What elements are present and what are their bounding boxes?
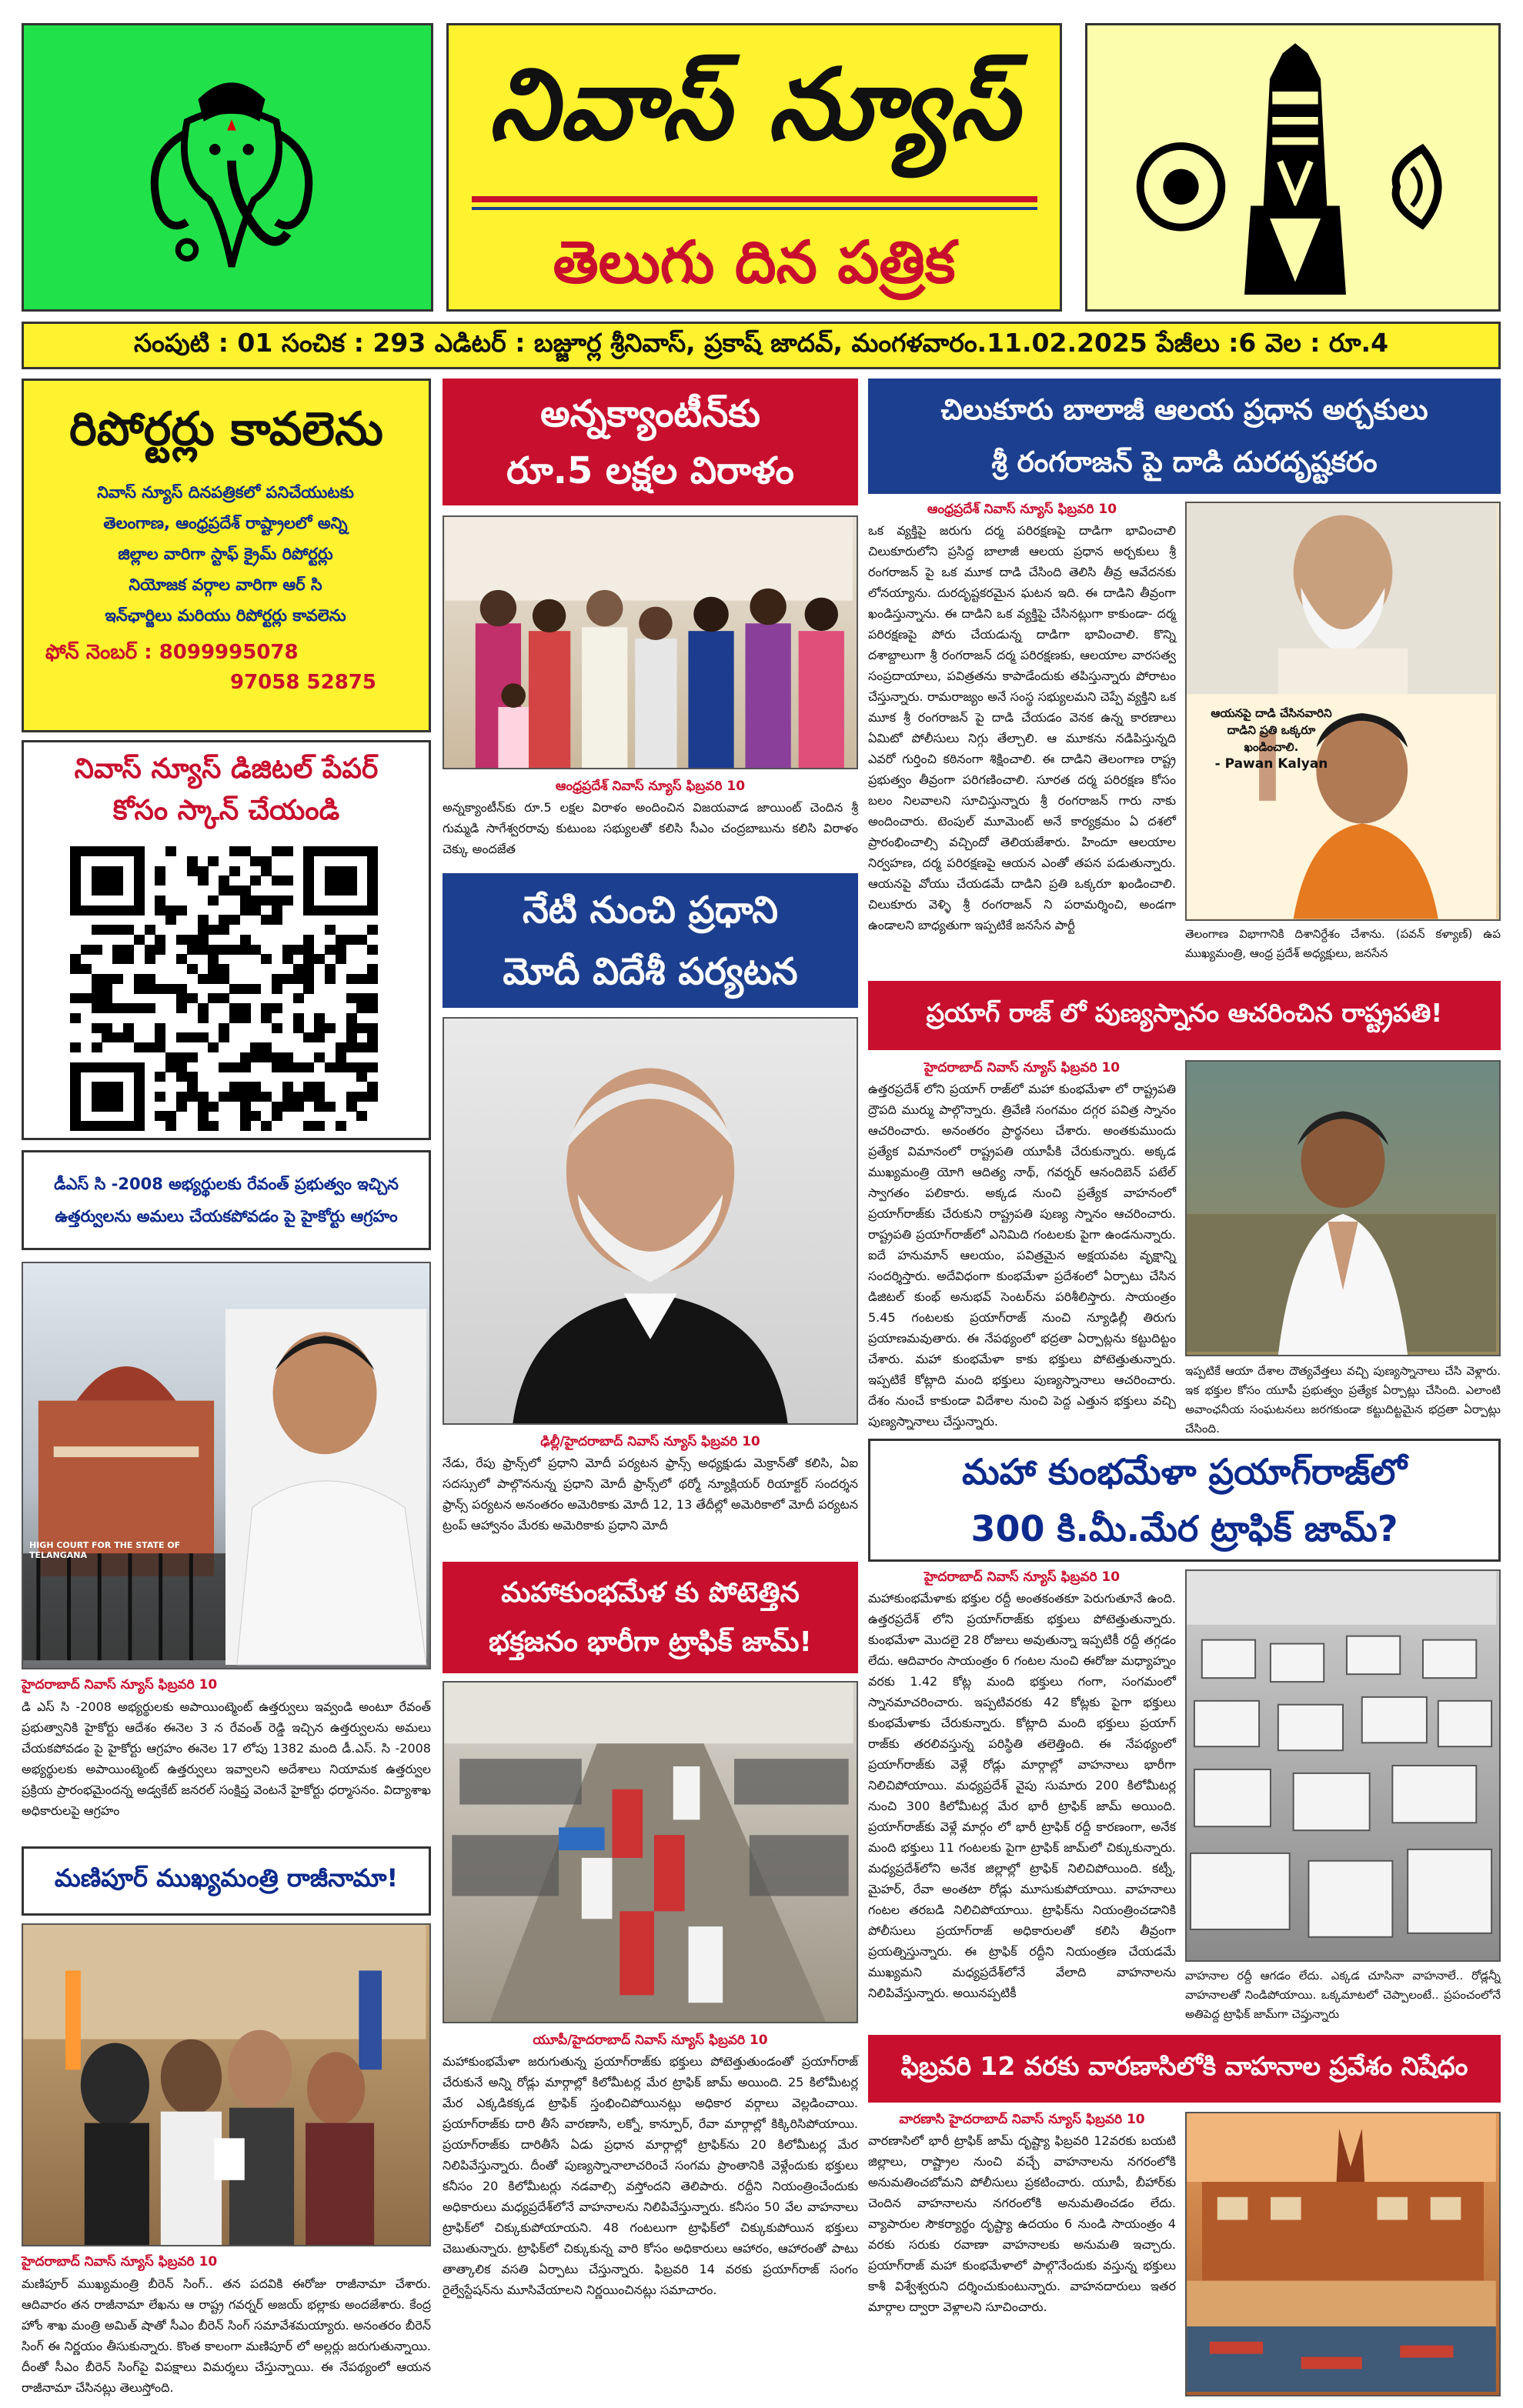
anna-canteen-headline: అన్నక్యాంటీన్‌కు రూ.5 లక్షల విరాళం — [443, 379, 858, 505]
manipur-byline: హైదరాబాద్ నివాస్ న్యూస్ ఫిబ్రవరి 10 — [22, 2254, 218, 2270]
reporters-ad-title: రిపోర్టర్లు కావలెను — [69, 402, 383, 456]
dsc-byline: హైదరాబాద్ నివాస్ న్యూస్ ఫిబ్రవరి 10 — [22, 1677, 218, 1693]
reporters-ad-line: జిల్లాల వారిగా స్టాఫ్ క్రైమ్ రిపోర్టర్లు — [118, 545, 333, 563]
varanasi-body: వారణాసిలో భారీ ట్రాఫిక్ జామ్ దృష్ట్యా ఫిబ్రవరి 12వరకు బయటి జిల్లాలు, రాష్ట్రాల నుంచి వచ్చే వాహనాలను నగరంలోకి అనుమతించబోమని పోలీసులు ప్రకటించారు. యూపీ, బీహార్‌కు చెందిన వాహనాలను నగరంలోకి అనుమతించడం లేదు. వ్యాపారుల సౌకర్యార్థం దృష్ట్యా ఉదయం 6 నుండి సాయంత్రం 4 వరకు సరుకు రవాణా వాహనాలకు అనుమతి ఇచ్చారు. ప్రయాగ్‌రాజ్ మహా కుంభమేళాలో పాల్గొనేందుకు వస్తున్న భక్తులు కాశీ విశ్వేశ్వరుని దర్శించుకుంటున్నారు. వాహనదారులు ఇతర మార్గాల ద్వారా వెళ్లాలని సూచించారు. — [868, 2133, 1176, 2314]
left-logo-box — [22, 23, 433, 312]
dsc-headline-line1: డీఎస్ సి -2008 అభ్యర్థులకు రేవంత్ ప్రభుత్వం ఇచ్చిన — [54, 1175, 399, 1193]
president-prayag-headline: ప్రయాగ్ రాజ్ లో పుణ్యస్నానం ఆచరించిన రాష్ట్రపతి! — [868, 981, 1501, 1050]
president-prayag-body: ఉత్తరప్రదేశ్ లోని ప్రయాగ్ రాజ్‌లో మహా కుంభమేళా లో రాష్ట్రపతి ద్రౌపది ముర్ము పాల్గొన్నారు. త్రివేణి సంగమం దగ్గర పవిత్ర స్నానం ఆచరించారు. అనంతరం ప్రార్థనలు చేశారు. అంతకుముందు ప్రత్యేక విమానంలో రాష్ట్రపతి యూపీకి చేరుకున్నారు. అక్కడ ముఖ్యమంత్రి యోగి ఆదిత్య నాథ్, గవర్నర్ ఆనందిబెన్ పటేల్ స్వాగతం పలికారు. అక్కడ నుంచి ప్రత్యేక వాహనంలో ప్రయాగ్‌రాజ్‌కు చేరుకుని రాష్ట్రపతి పుణ్య స్నానం ఆచరించారు. రాష్ట్రపతి ప్రయాగ్‌రాజ్‌లో ఎనిమిది గంటలకు పైగా ఉండనున్నారు. ఐదే హనుమాన్ ఆలయం, పవిత్రమైన అక్షయవట వృక్షాన్ని సందర్శిస్తారు. అదేవిధంగా కుంభమేళా ప్రదేశంలో ఏర్పాటు చేసిన డిజిటల్ కుంభ్ అనుభవ్ సెంటర్‌ను పరిశీలిస్తారు. సాయంత్రం 5.45 గంటలకు ప్రయాగ్‌రాజ్ నుంచి న్యూఢిల్లీ తిరుగు ప్రయాణమవుతారు. ఈ నేపథ్యంలో భద్రతా ఏర్పాట్లను కట్టుదిట్టం చేశారు. మహా కుంభమేళా కాకు భక్తులు పోటెత్తుతున్నారు. ఇప్పటికే కోట్లాది మంది భక్తులు పుణ్యస్నానాలు ఆచరించారు. దేశం నుంచే కాకుండా విదేశాల నుంచి పెద్ద ఎత్తున భక్తులు వచ్చి పుణ్యస్నానాలు చేస్తున్నారు. — [868, 1082, 1176, 1429]
high-court-sign: HIGH COURT FOR THE STATE OF TELANGANA — [29, 1540, 181, 1560]
president-photo — [1185, 1060, 1501, 1356]
masthead-red-rule — [472, 196, 1037, 202]
maha-traffic-headline: మహాకుంభమేళ కు పోటెత్తిన భక్తజనం భారీగా ట్రాఫిక్ జామ్! — [443, 1562, 858, 1673]
anna-canteen-byline: ఆంధ్రప్రదేశ్ నివాస్ న్యూస్ ఫిబ్రవరి 10 — [555, 779, 746, 794]
balaji-icon — [1126, 41, 1465, 295]
manipur-headline: మణిపూర్ ముఖ్యమంత్రి రాజీనామా! — [54, 1863, 399, 1893]
phone-number-2: 97058 52875 — [230, 671, 376, 694]
digital-paper-title: నివాస్ న్యూస్ డిజిటల్ పేపర్ కోసం స్కాన్ చేయండి — [74, 753, 379, 826]
modi-tour-headline: నేటి నుంచి ప్రధాని మోదీ విదేశీ పర్యటన — [443, 873, 858, 1008]
reporters-ad-line: నియోజక వర్గాల వారిగా ఆర్ సి — [129, 575, 322, 594]
chilkur-body-tail: తెలంగాణ విభాగానికి దిశానిర్దేశం చేశాను. (పవన్ కళ్యాణ్) ఉప ముఖ్యమంత్రి, ఆంధ్ర ప్రదేశ్ అధ్యక్షులు, జనసేన — [1185, 927, 1501, 960]
manipur-headline-box — [22, 1846, 431, 1916]
dsc-headline-line2: ఉత్తర్వులను అమలు చేయకపోవడం పై హైకోర్టు ఆగ్రహం — [55, 1207, 398, 1226]
reporters-ad-line: ఇన్‌ఛార్జిలు మరియు రిపోర్టర్లు కావలెను — [105, 606, 346, 625]
traffic-300-photo-caption: వాహనాల రద్దీ ఆగడం లేదు. ఎక్కడ చూసినా వాహనాలే.. రోడ్లన్నీ వాహనాలతో నిండిపోయాయి. ఒక్కమాటలో చెప్పాలంటే.. ప్రపంచంలోనే అతిపెద్ద ట్రాఫిక్ జామ్‌గా చెప్తున్నారు — [1185, 1969, 1501, 2021]
right-logo-box — [1085, 23, 1501, 312]
varanasi-headline: ఫిబ్రవరి 12 వరకు వారణాసిలోకి వాహనాల ప్రవేశం నిషేధం — [868, 2035, 1501, 2103]
masthead-title: నివాస్ న్యూస్ — [488, 48, 1020, 162]
masthead-blue-rule — [472, 207, 1037, 210]
manipur-photo — [22, 1923, 431, 2246]
chilkur-byline: ఆంధ్రప్రదేశ్ నివాస్ న్యూస్ ఫిబ్రవరి 10 — [927, 502, 1117, 517]
reporters-ad-line: తెలంగాణ, ఆంధ్రప్రదేశ్ రాష్ట్రాలలో అన్ని — [103, 514, 348, 532]
ganesha-icon — [120, 39, 343, 293]
traffic-300-body: మహాకుంభమేళాకు భక్తుల రద్దీ అంతకంతకూ పెరుగుతూనే ఉంది. ఉత్తరప్రదేశ్ లోని ప్రయాగ్‌రాజ్‌కు భక్తులు పోటెత్తుతున్నారు. కుంభమేళా మొదలై 28 రోజులు అవుతున్నా ఇప్పటికీ రద్దీ తగ్గడం లేదు. ఆదివారం సాయంత్రం 6 గంటల నుంచి ఈరోజు మధ్యాహ్నం వరకు 1.42 కోట్ల మంది భక్తులు గంగా, సంగమంలో స్నానమాచరించారు. ఇప్పటివరకు 42 కోట్లకు పైగా భక్తులు కుంభమేళాకు చేరుకున్నారు. కోట్లాది మంది భక్తులు ప్రయాగ్ రాజ్‌కు తరలివస్తున్న పరిస్థితి తలెత్తింది. ఈ నేపథ్యంలో ప్రయాగ్‌రాజ్‌కు వెళ్లే రోడ్లు మార్గాల్లో వాహనాలు భారీగా నిలిచిపోయాయి. మధ్యప్రదేశ్ వైపు సుమారు 200 కిలోమీటర్ల నుంచి 300 కిలోమీటర్ల మేర భారీ ట్రాఫిక్ జామ్ అయింది. ప్రయాగ్‌రాజ్‌కు వెళ్లే మార్గం లో భారీ ట్రాఫిక్ రద్దీ కారణంగా, అనేక మంది భక్తులు 11 గంటలకు పైగా ట్రాఫిక్ జామ్‌లో చిక్కుకున్నారు. మధ్యప్రదేశ్‌లోని అనేక జిల్లాల్లో ట్రాఫిక్ నిలిచిపోయింది. కట్నీ, మైహర్, రేవా అంతటా రోడ్లు మూసుకుపోయాయి. వాహనాలు గంటల తరబడి నిలిచిపోయాయి. ట్రాఫిక్‌ను నియంత్రించడానికి పోలీసులు ప్రయాగ్‌రాజ్ అధికారులతో కలిసి తీవ్రంగా ప్రయత్నిస్తున్నారు. ఈ ట్రాఫిక్ రద్దీని నియంత్రణ చేయడమే ముఖ్యమని మధ్యప్రదేశ్‌లోనే వేలాది వాహనాలను నిలిపివేస్తున్నారు. అయినప్పటికీ — [868, 1591, 1176, 2000]
dsc-body: డి ఎస్ సి -2008 అభ్యర్థులకు అపాయింట్మెంట్ ఉత్తర్వులు ఇవ్వండి అంటూ రేవంత్ ప్రభుత్వానికి హైకోర్టు ఆదేశం ఈనెల 3 న రేవంత్ రెడ్డి ఇచ్చిన ఉత్తర్వులను అమలు చేయకపోవడం పై హైకోర్టు ఆగ్రహం ఈనెల 17 లోపు 1382 మంది డీ.ఎస్. సి -2008 అభ్యర్థులకు అపాయింట్మెంట్ ఉత్తర్వులు ఇవ్వాలని అదేశాలు నియామక ఉత్తర్వుల ప్రక్రియ ప్రారంభమైందన్న అడ్వకేట్ జనరల్ సంక్షిప్త వెంటనే హైకోర్టు ధర్మాసనం. విద్యాశాఖ అధికారులపై ఆగ్రహం — [22, 1699, 431, 1818]
high-court-photo — [22, 1262, 431, 1669]
masthead-info-line — [22, 322, 1501, 369]
dsc-headline-box — [22, 1150, 431, 1250]
modi-tour-body: నేడు, రేపు ఫ్రాన్స్‌లో ప్రధాని మోదీ పర్యటన ఫ్రాన్స్ అధ్యక్షుడు మెక్రాన్‌తో కలిసి, ఏఐ సదస్సులో పాల్గొననున్న ప్రధాని మోదీ ఫ్రాన్స్‌లో థర్మో న్యూక్లియర్ రియాక్టర్ సందర్శన ఫ్రాన్స్ పర్యటన అనంతరం అమెరికాకు మోదీ 12, 13 తేదీల్లో అమెరికాలో మోదీ పర్యటన ట్రంప్ ఆహ్వానం మేరకు అమెరికాకు ప్రధాని మోదీ — [443, 1456, 858, 1533]
maha-traffic-body: మహాకుంభమేళా జరుగుతున్న ప్రయాగ్‌రాజ్‌కు భక్తులు పోటెత్తుతుండంతో ప్రయాగ్‌రాజ్ చేరుకునే అన్ని రోడ్లు మార్గాల్లో కిలోమీటర్ల మేర ట్రాఫిక్ జామ్ అయింది. 25 కిలోమీటర్ల మేర ఎక్కడికక్కడ ట్రాఫిక్ స్తంభించిపోయినట్లు అధికార వర్గాలు వెల్లడించాయి. ప్రయాగ్‌రాజ్‌కు దారి తీసే వారణాసి, లక్నో, కాన్పూర్, రేవా మార్గాల్లో కిక్కిరిసిపోయాయి. ప్రయాగ్‌రాజ్‌కు దారితీసే ఏడు ప్రధాన మార్గాల్లో ట్రాఫిక్‌ను 20 కిలోమీటర్ల మేర నిలిపివేస్తున్నారు. దీంతో పుణ్యస్నానాలాచరించే సంగమ ప్రాంతానికి వెళ్లేందుకు భక్తులు కనీసం 20 కిలోమీటర్లు నడవాల్సి వస్తోందని తెలిపారు. రద్దీని నియంత్రించేందుకు అధికారులు మధ్యప్రదేశ్‌లోనే వాహనాలను నిలిపివేస్తున్నారు. కనీసం 50 వేల వాహనాలు ట్రాఫిక్‌లో చిక్కుకుపోయాయని. 48 గంటలుగా ట్రాఫిక్‌లో చిక్కుకుపోయిన భక్తులు చెబుతున్నారు. ట్రాఫిక్‌లో చిక్కుకున్న వారి కోసం అధికారులు ఆహారం, ఆహారంతో పాటు తాత్కాలిక వసతి ఏర్పాటు చేస్తున్నారు. ఫిబ్రవరి 14 వరకు ప్రయాగ్‌రాజ్ సంగం రైల్వేస్టేషన్‌ను మూసివేయాలని నిర్ణయించినట్లు సమాచారం. — [443, 2054, 858, 2297]
varanasi-photo — [1185, 2112, 1501, 2396]
traffic-300-byline: హైదరాబాద్ నివాస్ న్యూస్ ఫిబ్రవరి 10 — [923, 1569, 1121, 1585]
issue-info-text: సంపుటి : 01 సంచిక : 293 ఎడిటర్ : బజ్జూర్ల శ్రీనివాస్, ప్రకాష్ జాదవ్, మంగళవారం.11.02.2025 పేజీలు :6 వెల : రూ.4 — [133, 327, 1389, 358]
anna-canteen-body: అన్నక్యాంటీన్‌కు రూ.5 లక్షల విరాళం అందించిన విజయవాడ జాయింట్ చెందిన శ్రీ గుమ్మడి సాగేశ్వరరావు కుటుంబ సభ్యులతో కలిసి సీఎం చంద్రబాబును కలిసి విరాళం చెక్కు అందజేత — [443, 800, 858, 856]
modi-photo — [443, 1017, 858, 1425]
anna-canteen-photo — [443, 515, 858, 769]
manipur-body: మణిపూర్ ముఖ్యమంత్రి బీరెన్ సింగ్.. తన పదవికి ఈరోజు రాజీనామా చేశారు. ఆదివారం తన రాజీనామా లేఖను ఆ రాష్ట్ర గవర్నర్ అజయ్ భల్లాకు అందజేశారు. కేంద్ర హోం శాఖ మంత్రి అమిత్ షాతో సీఎం బీరెన్ సింగ్ సమావేశమయ్యారు. అనంతరం బీరెన్ సింగ్ ఈ నిర్ణయం తీసుకున్నారు. కొంత కాలంగా మణిపూర్ లో అల్లర్లు జరుగుతున్నాయి. దీంతో సీఎం బీరెన్ సింగ్‌పై విపక్షాలు విమర్శలు చేస్తున్నాయి. ఈ నేపథ్యంలో ఆయన రాజీనామా చేసినట్లు తెలుస్తోంది. — [22, 2276, 431, 2395]
masthead-title-box — [446, 23, 1062, 312]
chilkur-body: ఒక వ్యక్తిపై జరుగు దర్మ పరిరక్షణపై దాడిగా భావించాలి చిలుకూరులోని ప్రసిద్ద బాలాజీ ఆలయ ప్రధాన అర్చకులు శ్రీ రంగరాజన్ పై ఒక మూక దాడి చేసింది తెలిసి తీవ్ర ఆవేదనకు లోనయ్యాను. దురదృష్టకరమైన ఘటన ఇది. ఈ దాడిని తీవ్రంగా ఖండిస్తున్నాను. ఈ దాడిని ఒక వ్యక్తిపై చేసినట్లుగా కాకుండా- దర్మ పరిరక్షణపై పోరు చేయడున్న దాడిగా భావించాలి. కొన్ని దశాబ్దాలుగా శ్రీ రంగరాజన్ దర్మ పరిరక్షణకు, ఆలయాల వారసత్వ సంప్రదాయాలు, పవిత్రతను కాపాడేందుకు తపిస్తున్నారు పోరాటం చేస్తున్నారు. రామరాజ్యం అనే సంస్థ సభ్యులమని చెప్పే వ్యక్తిని ఒక మూక శ్రీ రంగరాజన్ పై దాడి చేయడం వెనక ఉన్న కారణాలు ఏమిటో పోలీసులు నిగ్గు తేల్చాలి. ఆ మూకను నడిపిస్తున్నది ఎవరో గుర్తించి కఠినంగా శిక్షించాలి. ఈ దాడిని తెలంగాణ రాష్ట్ర ప్రభుత్వం తీవ్రంగా పరిగణించాలి. సూరత దర్మ పరిరక్షణ కోసం బలం నిలవాలని సూచిస్తున్నారు శ్రీ రంగరాజన్ గారు నాకు అందించారు. టెంపుల్ మూమెంట్ అనే కార్యక్రమం ఏ దశలో ప్రారంభించాల్సి వచ్చిందో తెలియజేశారు. హిందూ ఆలయాల నిర్వహణ, దర్మ పరిరక్షణపై ఆయన ఎంతో తపన పడుతున్నారు. ఆయనపై వోయు చేయడమే దాడిని ప్రతి ఒక్కరూ ఖండించాలి. చిలుకూరు వెళ్ళి శ్రీ రంగరాజన్ ని పరామర్శించి, అండగా ఉండాలని బాధ్యతుగా ఇప్పటికే జనసేన పార్టీ — [868, 523, 1176, 932]
maha-traffic-byline: యూపీ/హైదరాబాద్ నివాస్ న్యూస్ ఫిబ్రవరి 10 — [533, 2033, 768, 2048]
chilkur-quote: ఆయనపై దాడి చేసినవారిని దాడిని ప్రతి ఒక్కరూ ఖండించాలి. - Pawan Kalyan — [1211, 706, 1332, 772]
modi-tour-byline: ఢిల్లీ/హైదరాబాద్ నివాస్ న్యూస్ ఫిబ్రవరి 10 — [540, 1434, 760, 1449]
phone-number: ఫోన్ నెంబర్ : 8099995078 — [45, 641, 299, 664]
chilkur-photo — [1185, 502, 1501, 921]
traffic-300-photo — [1185, 1569, 1501, 1962]
reporters-ad-line: నివాస్ న్యూస్ దినపత్రికలో పనిచేయుటకు — [97, 483, 354, 502]
digital-paper-box — [22, 740, 431, 1140]
reporters-ad — [22, 379, 431, 732]
varanasi-byline: వారణాసి హైదరాబాద్ నివాస్ న్యూస్ ఫిబ్రవరి 10 — [899, 2112, 1145, 2127]
chilkur-headline: చిలుకూరు బాలాజీ ఆలయ ప్రధాన అర్చకులు శ్రీ రంగరాజన్ పై దాడి దురదృష్టకరం — [868, 379, 1501, 494]
masthead-subtitle: తెలుగు దిన పత్రిక — [553, 228, 956, 296]
traffic-300-headline: మహా కుంభమేళా ప్రయాగ్‌రాజ్‌లో 300 కి.మీ.మేర ట్రాఫిక్ జామ్? — [868, 1439, 1501, 1562]
president-prayag-byline: హైదరాబాద్ నివాస్ న్యూస్ ఫిబ్రవరి 10 — [923, 1060, 1121, 1076]
president-photo-caption: ఇప్పటికే ఆయా దేశాల దౌత్యవేత్తలు వచ్చి పుణ్యస్నానాలు చేసి వెళ్లారు. ఇక భక్తుల కోసం యూపీ ప్రభుత్వం ప్రత్యేక ఏర్పాట్లు చేసింది. ఎలాంటి అవాంఛనీయ సంఘటనలు జరగకుండా కట్టుదిట్టమైన భద్రతా ఏర్పాట్లు చేసింది. — [1185, 1364, 1501, 1436]
qr-code-icon[interactable] — [70, 846, 378, 1131]
reporters-ad-body — [30, 477, 421, 719]
maha-traffic-photo — [443, 1681, 858, 2023]
